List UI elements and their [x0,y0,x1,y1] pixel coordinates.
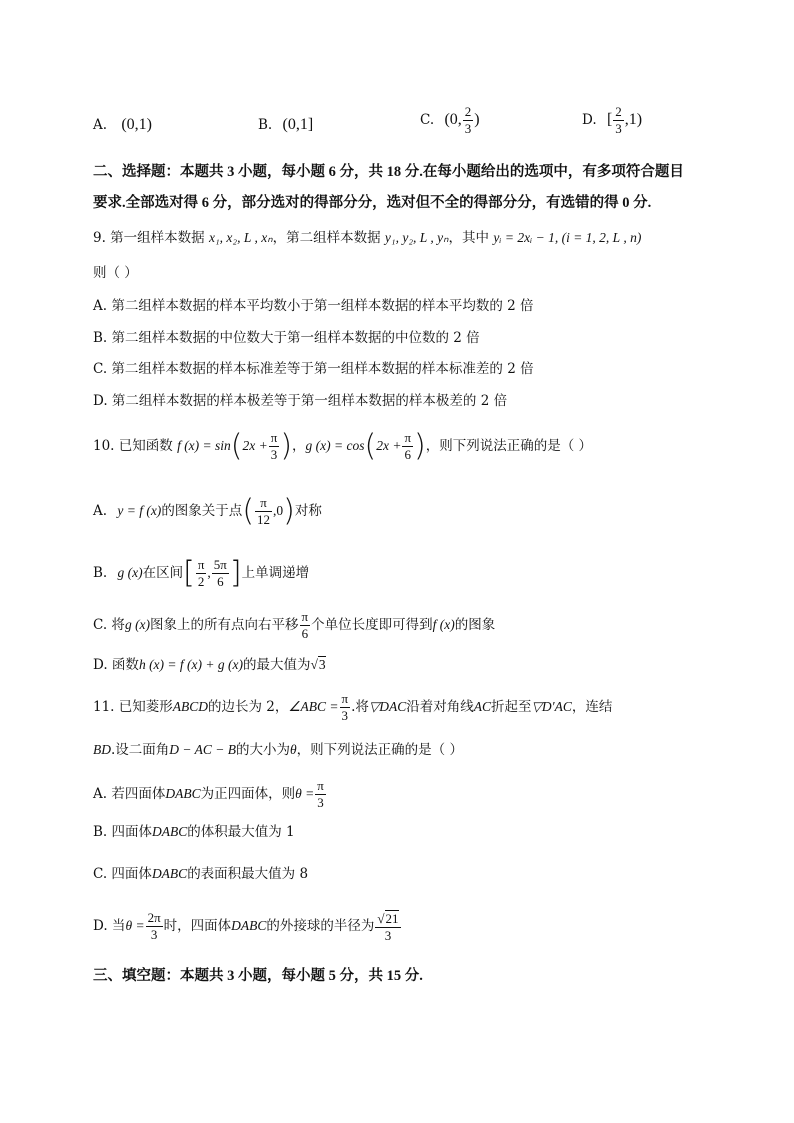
text: 折起至 [491,699,532,715]
prev-option-c [420,104,480,137]
question-11-option-a [93,777,734,811]
math-expr: DABC [165,786,201,801]
frac-denominator: 3 [464,121,472,136]
math-expr: AC [473,699,492,714]
option-label: A. [93,117,108,133]
text: 9. 第一组样本数据 [93,230,209,246]
paren-left: ( [230,428,243,464]
option-label: B. [258,117,273,133]
text: 上单调递增 [241,565,310,581]
frac-denominator: 3 [384,927,392,943]
text: .设二面角 [111,742,170,758]
option-label: C. [420,112,435,128]
math-expr: ∠ABC = [288,699,339,714]
bracket-left: [ [183,555,195,591]
text: 沿着对角线 [406,699,474,715]
paren-left: ( [242,493,255,529]
text: ，其中 [448,230,494,246]
frac-numerator: 2π [147,910,161,925]
frac-denominator: 12 [257,512,271,527]
math-expr: h (x) = f (x) + g (x) [138,657,243,672]
math-expr: y = f (x) [117,503,162,518]
math-expr: y₁, y₂, L , yₙ [384,230,449,245]
math-expr: g (x) = cos [305,438,365,453]
text: 的最大值为 [242,657,311,673]
frac-numerator: π [317,778,324,793]
math-expr: ▽DAC [368,699,407,714]
question-9-stem-cont: 则（ ） [93,265,138,281]
math-expr: D − AC − B [169,742,237,757]
math-expr: yᵢ = 2xᵢ − 1, (i = 1, 2, L , n) [493,230,642,245]
question-9-stem [93,228,734,248]
option-expr: (0, [444,111,462,128]
math-expr: DABC [231,918,267,933]
text: D. 当 [93,918,126,934]
frac-numerator: π [270,430,278,445]
text: 的图象关于点 [161,503,243,519]
frac-numerator: 2 [464,104,472,119]
math-expr: 2x + [242,438,268,453]
math-expr: DABC [152,824,188,839]
option-label: D. [582,112,597,128]
section-heading-cont: 要求.全部选对得 6 分，部分选对的得部分分，选对但不全的得部分分，有选错的得 0 分. [93,195,652,211]
frac-denominator: 6 [217,574,224,589]
question-10-option-a [93,494,734,528]
question-11-option-d: D. 当θ = $\frac{2\pi}{3}$ 时，四面体DABC的外接球的半径为 $\frac{√21}{3}$ [93,910,399,943]
math-expr: BD [93,742,111,757]
frac-numerator: π [255,495,272,512]
text: B. 四面体 [93,824,153,840]
frac-denominator: 2 [197,574,205,589]
section-heading: 二、选择题：本题共 3 小题，每小题 6 分，共 18 分.在每小题给出的选项中，有多项符合题目 [93,164,684,180]
frac-numerator: π [341,691,349,706]
paren-right: ) [283,493,295,529]
question-10-option-d: D. 函数h (x) = f (x) + g (x)的最大值为√3 [93,657,326,673]
question-11-stem-cont [93,740,734,760]
text: 为正四面体，则 [200,786,296,802]
question-10-option-c [93,608,734,642]
math-expr: x₁, x₂, L , xₙ [208,230,273,245]
math-expr: θ = [295,786,315,801]
math-expr: ABCD [172,699,209,714]
frac-denominator: 3 [270,447,278,462]
text: 的表面积最大值为 8 [187,866,309,882]
sqrt-value: 3 [318,657,326,672]
text: 的大小为 [236,742,291,758]
option-expr-end: ) [474,111,480,128]
option-expr: (0,1] [282,116,314,133]
frac-denominator: 3 [317,795,324,810]
option-label: A. [93,503,108,519]
option-label: C. 将 [93,617,125,633]
text: 时，四面体 [163,918,232,934]
frac-denominator: 6 [404,447,411,462]
text: 的边长为 2， [208,699,289,715]
frac-denominator: 3 [150,927,158,942]
math-expr: 2x + [376,438,402,453]
frac-numerator: π [404,430,412,445]
math-expr: θ [290,742,297,757]
text: ，第二组样本数据 [272,230,385,246]
frac-numerator: π [197,557,205,572]
text: A. 若四面体 [93,786,166,802]
math-expr: g (x) [117,565,143,580]
math-expr: ▽D′AC [531,699,572,714]
text: .将 [351,699,369,715]
frac-denominator: 3 [341,708,349,723]
sqrt-value: 21 [385,910,399,926]
text: ，连结 [571,699,613,715]
text: C. 四面体 [93,866,152,882]
math-expr: DABC [151,866,188,881]
frac-denominator: 3 [615,121,622,136]
frac-denominator: 6 [301,626,309,641]
math-expr: f (x) = sin [177,438,231,453]
text: ，则下列说法正确的是（ ） [425,438,593,454]
text: 对称 [294,503,322,519]
question-10-option-b: B. g (x)在区间[ $\frac{\pi}{2}$ , $\frac{5\pi}{6}$ ]上单调递增 [93,555,310,591]
math-expr: g (x) [124,617,151,632]
frac-numerator: π [301,609,309,624]
prev-option-b [258,116,313,134]
text: ，则下列说法正确的是（ ） [296,742,463,758]
question-9-option-b: B. 第二组样本数据的中位数大于第一组样本数据的中位数的 2 倍 [93,330,480,346]
option-label: D. 函数 [93,657,139,673]
math-expr: f (x) [432,617,455,632]
option-expr: (0,1) [121,116,152,133]
prev-option-a [93,116,152,134]
text: 的图象 [454,617,496,633]
frac-numerator: 5π [213,557,227,572]
section-heading: 三、填空题：本题共 3 小题，每小题 5 分，共 15 分. [93,968,423,984]
paren-right: ) [414,428,426,464]
text: 个单位长度即可得到 [311,617,433,633]
bracket-right: ] [229,555,242,591]
question-11-option-c [93,864,734,884]
prev-option-d [582,104,642,137]
question-9-option-a: A. 第二组样本数据的样本平均数小于第一组样本数据的样本平均数的 2 倍 [93,298,534,314]
option-expr-end: ,1) [624,111,643,128]
option-expr: [ [606,111,613,128]
question-11-option-b [93,822,734,842]
option-label: B. [93,565,108,581]
paren-right: ) [280,428,293,464]
math-expr: ,0 [273,503,284,518]
text: 的外接球的半径为 [266,918,375,934]
paren-left: ( [364,428,377,464]
text: 10. 已知函数 [93,438,178,454]
text: 的体积最大值为 1 [187,824,295,840]
text: 在区间 [142,565,184,581]
frac-numerator: 2 [615,104,622,119]
question-10-stem: 10. 已知函数 f (x) = sin(2x + $\frac{\pi}{3}$ )，g (x) = cos(2x + $\frac{\pi}{6}$ )，则下列说法正确的是（ ） [93,428,593,464]
text: 图象上的所有点向右平移 [150,617,299,633]
question-9-option-c: C. 第二组样本数据的样本标准差等于第一组样本数据的样本标准差的 2 倍 [93,361,534,377]
text: 11. 已知菱形 [93,699,173,715]
math-expr: θ = [125,918,145,933]
question-9-option-d: D. 第二组样本数据的样本极差等于第一组样本数据的样本极差的 2 倍 [93,393,508,409]
question-11-stem [93,690,734,724]
